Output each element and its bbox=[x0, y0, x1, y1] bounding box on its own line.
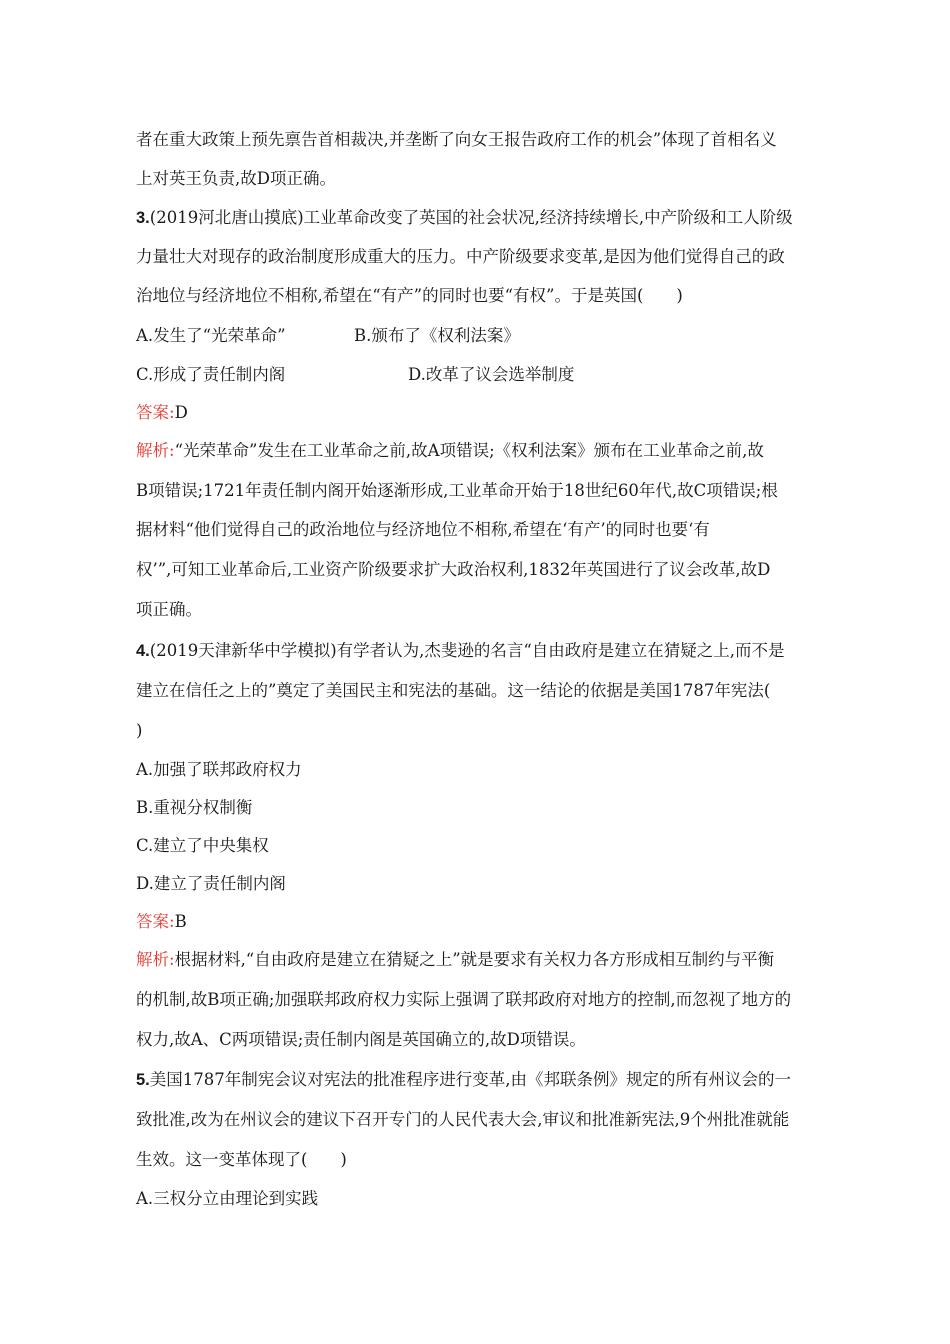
answer-value: D bbox=[174, 403, 188, 422]
analysis-text: 项正确。 bbox=[136, 600, 202, 619]
question-text: (2019河北唐山摸底)工业革命改变了英国的社会状况,经济持续增长,中产阶级和工人阶级 bbox=[149, 208, 793, 227]
analysis-text: 据材料“他们觉得自己的政治地位与经济地位不相称,希望在‘有产’的同时也要‘有 bbox=[136, 520, 710, 539]
option-b: B.重视分权制衡 bbox=[136, 798, 253, 817]
option-a: A.发生了“光荣革命” bbox=[136, 326, 286, 345]
question-number: 3. bbox=[136, 209, 150, 227]
analysis-text: “光荣革命”发生在工业革命之前,故A项错误;《权利法案》颁布在工业革命之前,故 bbox=[174, 441, 764, 460]
question-3-line bbox=[136, 208, 793, 228]
analysis-text: 根据材料,“自由政府是建立在猜疑之上”就是要求有关权力各方形成相互制约与平衡 bbox=[174, 950, 775, 969]
question-text: 生效。这一变革体现了( ) bbox=[136, 1150, 347, 1169]
answer-value: B bbox=[174, 912, 187, 931]
option-c: C.建立了中央集权 bbox=[136, 836, 269, 855]
analysis-text: 权’”,可知工业革命后,工业资产阶级要求扩大政治权利,1832年英国进行了议会改革,故D bbox=[136, 560, 771, 579]
answer-label: 答案: bbox=[136, 912, 175, 931]
question-number: 4. bbox=[136, 642, 150, 660]
option-a: A.加强了联邦政府权力 bbox=[136, 760, 302, 779]
question-text: 致批准,改为在州议会的建议下召开专门的人民代表大会,审议和批准新宪法,9个州批准就能 bbox=[136, 1110, 790, 1129]
question-text: 建立在信任之上的”奠定了美国民主和宪法的基础。这一结论的依据是美国1787年宪法( bbox=[136, 681, 771, 700]
analysis-line bbox=[136, 950, 774, 970]
question-4-line bbox=[136, 641, 785, 661]
question-text: (2019天津新华中学模拟)有学者认为,杰斐逊的名言“自由政府是建立在猜疑之上,而不是 bbox=[149, 641, 785, 660]
question-number: 5. bbox=[136, 1071, 150, 1089]
answer-line bbox=[136, 403, 188, 423]
question-text: ) bbox=[136, 721, 143, 740]
analysis-label: 解析: bbox=[136, 441, 175, 460]
answer-line bbox=[136, 912, 187, 932]
answer-label: 答案: bbox=[136, 403, 175, 422]
option-a: A.三权分立由理论到实践 bbox=[136, 1189, 319, 1208]
option-d: D.建立了责任制内阁 bbox=[136, 874, 286, 893]
option-d: D.改革了议会选举制度 bbox=[408, 365, 575, 384]
question-text: 治地位与经济地位不相称,希望在“有产”的同时也要“有权”。于是英国( ) bbox=[136, 286, 683, 305]
question-text: 美国1787年制宪会议对宪法的批准程序进行变革,由《邦联条例》规定的所有州议会的一 bbox=[149, 1070, 792, 1089]
analysis-text: B项错误;1721年责任制内阁开始逐渐形成,工业革命开始于18世纪60年代,故C项错误;根 bbox=[136, 481, 778, 500]
analysis-text: 的机制,故B项正确;加强联邦政府权力实际上强调了联邦政府对地方的控制,而忽视了地方的 bbox=[136, 990, 792, 1009]
question-text: 力量壮大对现存的政治制度形成重大的压力。中产阶级要求变革,是因为他们觉得自己的政 bbox=[136, 247, 785, 266]
option-b: B.颁布了《权利法案》 bbox=[354, 326, 520, 345]
analysis-text: 权力,故A、C两项错误;责任制内阁是英国确立的,故D项错误。 bbox=[136, 1030, 586, 1049]
option-row bbox=[136, 326, 286, 346]
prev-analysis-line: 上对英王负责,故D项正确。 bbox=[136, 169, 336, 188]
option-c: C.形成了责任制内阁 bbox=[136, 365, 286, 384]
prev-analysis-line: 者在重大政策上预先禀告首相裁决,并垄断了向女王报告政府工作的机会”体现了首相名义 bbox=[136, 130, 777, 149]
analysis-label: 解析: bbox=[136, 950, 175, 969]
analysis-line bbox=[136, 441, 764, 461]
question-5-line bbox=[136, 1070, 791, 1090]
